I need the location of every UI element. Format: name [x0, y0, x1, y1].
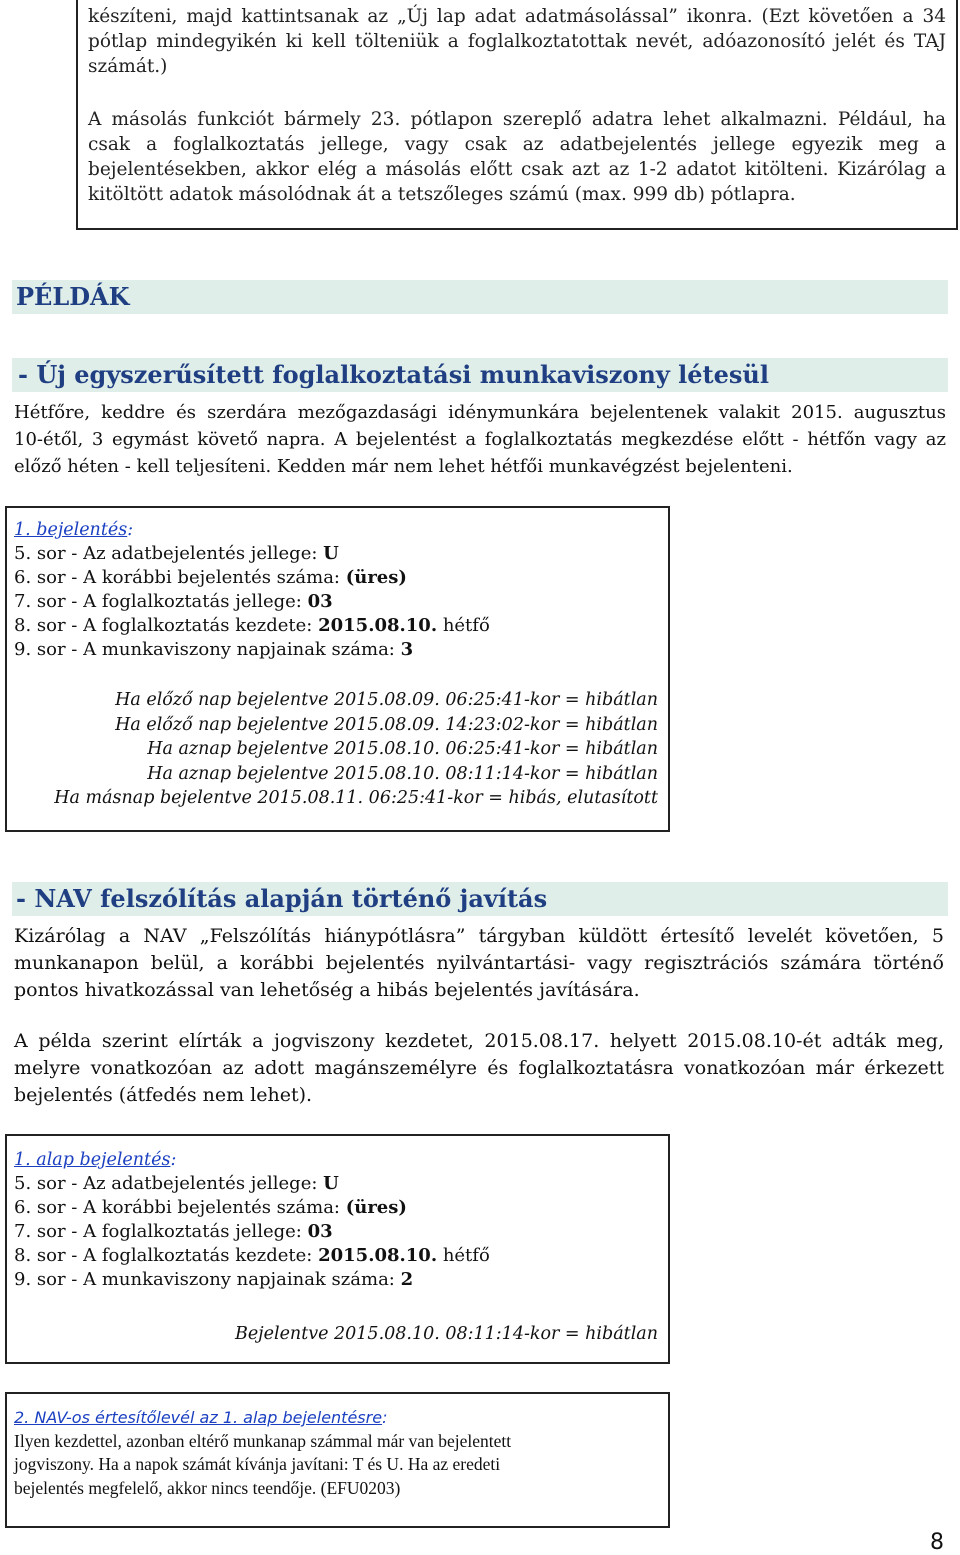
top-line-4: A másolás funkciót bármely 23. pótlapon szereplő adatra lehet alkalmazni. Például, ha [88, 109, 946, 130]
top-line-2: pótlap mindegyikén ki kell tölteniük a foglalkoztatottak nevét, adóazonosító jelét és TAJ [88, 31, 946, 52]
section2-heading: - NAV felszólítás alapján történő javítás [16, 884, 548, 913]
top-note-text [88, 4, 946, 207]
section2-para1-line-1: Kizárólag a NAV „Felszólítás hiánypótlásra” tárgyban küldött értesítő levelét követően, 5 [14, 925, 944, 947]
section2-para2-line-2: melyre vonatkozóan az adott magánszemélyre és foglalkoztatásra vonatkozóan már érkezett [14, 1057, 944, 1079]
base-report-case: Bejelentve 2015.08.10. 08:11:14-kor = hibátlan [234, 1324, 658, 1344]
base-report-row-9: 9. sor - A munkaviszony napjainak száma: 2 [14, 1269, 414, 1290]
report1-row-6: 6. sor - A korábbi bejelentés száma: (üres) [14, 567, 407, 588]
base-report-row-6: 6. sor - A korábbi bejelentés száma: (üres) [14, 1197, 407, 1218]
top-line-7: kitöltött adatok másolódnak át a tetszőleges számú (max. 999 db) pótlapra. [88, 184, 796, 205]
nav-letter-title: 2. NAV-os értesítőlevél az 1. alap bejelentésre: [14, 1408, 388, 1427]
examples-heading: PÉLDÁK [16, 282, 130, 311]
section2-paragraph-1 [14, 923, 944, 1004]
section1-para-line-1: Hétfőre, keddre és szerdára mezőgazdasági idénymunkára bejelentenek valakit 2015. augusztus [14, 402, 946, 423]
section2-banner [12, 882, 948, 916]
report1-row-7: 7. sor - A foglalkoztatás jellege: 03 [14, 591, 333, 612]
section2-para1-line-3: pontos hivatkozással van lehetőség a hibás bejelentés javítására. [14, 979, 640, 1001]
nav-letter-content [14, 1406, 662, 1500]
base-report-title: 1. alap bejelentés: [14, 1150, 177, 1170]
base-report-content [14, 1148, 662, 1346]
report1-case-5: Ha másnap bejelentve 2015.08.11. 06:25:41-kor = hibás, elutasított [54, 788, 658, 808]
top-line-3: számát.) [88, 56, 168, 77]
report1-case-1: Ha előző nap bejelentve 2015.08.09. 06:25:41-kor = hibátlan [115, 690, 658, 710]
top-line-1: készíteni, majd kattintsanak az „Új lap adat adatmásolással” ikonra. (Ezt követően a 34 [88, 6, 946, 27]
report1-case-3: Ha aznap bejelentve 2015.08.10. 06:25:41-kor = hibátlan [147, 739, 658, 759]
report1-row-9: 9. sor - A munkaviszony napjainak száma: 3 [14, 639, 414, 660]
report1-content [14, 518, 662, 811]
section1-para-line-2: 10-étől, 3 egymást követő napra. A bejelentést a foglalkoztatás megkezdése előtt - hétfőn vagy az [14, 429, 946, 450]
base-report-row-8: 8. sor - A foglalkoztatás kezdete: 2015.08.10. hétfő [14, 1245, 490, 1266]
section1-heading: - Új egyszerűsített foglalkoztatási munkaviszony létesül [18, 360, 769, 389]
section1-paragraph [14, 399, 946, 480]
top-line-6: bejelentésekben, akkor elég a másolás előtt csak azt az 1-2 adatot kitölteni. Kizárólag a [88, 159, 946, 180]
report1-title: 1. bejelentés: [14, 520, 134, 540]
nav-letter-title-link[interactable]: 2. NAV-os értesítőlevél az 1. alap bejelentésre [14, 1408, 383, 1427]
base-report-row-5: 5. sor - Az adatbejelentés jellege: U [14, 1173, 339, 1194]
nav-letter-line-1: Ilyen kezdettel, azonban eltérő munkanap számmal már van bejelentett [14, 1430, 512, 1451]
section2-paragraph-2 [14, 1028, 944, 1109]
examples-banner [12, 280, 948, 314]
section2-para2-line-1: A példa szerint elírták a jogviszony kezdetet, 2015.08.17. helyett 2015.08.10-ét adták meg, [14, 1030, 944, 1052]
section2-para2-line-3: bejelentés (átfedés nem lehet). [14, 1084, 313, 1106]
section1-para-line-3: előző héten - kell teljesíteni. Kedden már nem lehet hétfői munkavégzést bejelenteni. [14, 456, 793, 477]
page-number: 8 [930, 1530, 944, 1555]
nav-letter-line-2: jogviszony. Ha a napok számát kívánja javítani: T és U. Ha az eredeti [14, 1454, 501, 1474]
report1-row-5: 5. sor - Az adatbejelentés jellege: U [14, 543, 339, 564]
report1-case-2: Ha előző nap bejelentve 2015.08.09. 14:23:02-kor = hibátlan [115, 714, 658, 735]
top-line-5: csak a foglalkoztatás jellege, vagy csak az adatbejelentés jellege egyezik meg a [88, 134, 946, 155]
base-report-row-7: 7. sor - A foglalkoztatás jellege: 03 [14, 1221, 333, 1242]
section1-banner [12, 358, 948, 392]
report1-title-link[interactable]: 1. bejelentés [14, 520, 128, 540]
section2-para1-line-2: munkanapon belül, a korábbi bejelentés nyilvántartási- vagy regisztrációs számára történő [14, 952, 944, 974]
base-report-title-link[interactable]: 1. alap bejelentés [14, 1150, 171, 1170]
nav-letter-line-3: bejelentés megfelelő, akkor nincs teendője. (EFU0203) [14, 1477, 401, 1498]
report1-row-8: 8. sor - A foglalkoztatás kezdete: 2015.08.10. hétfő [14, 615, 490, 636]
report1-case-4: Ha aznap bejelentve 2015.08.10. 08:11:14-kor = hibátlan [147, 763, 658, 784]
